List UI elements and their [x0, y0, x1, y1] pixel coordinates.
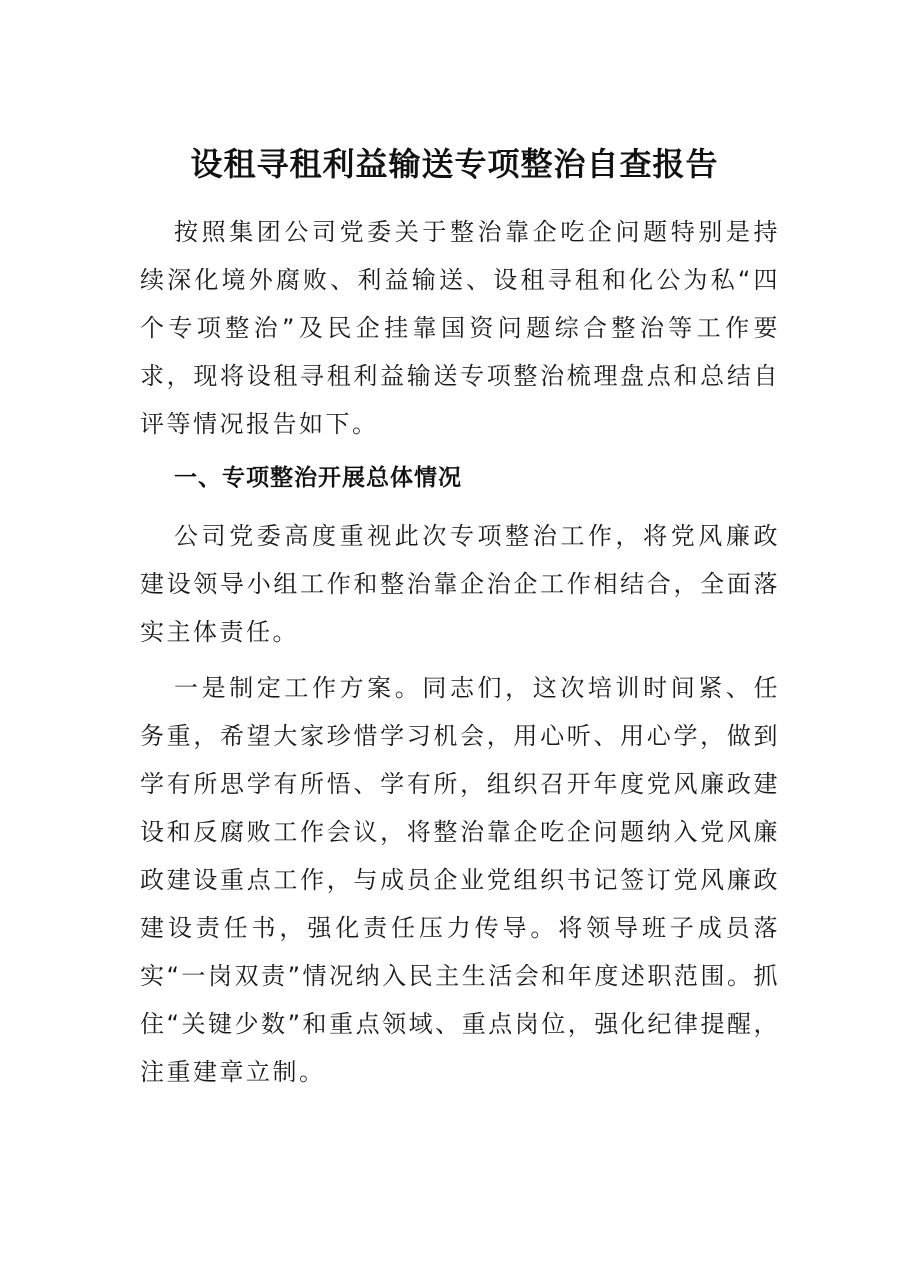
document-title: 设租寻租利益输送专项整治自查报告 — [190, 145, 719, 183]
section-paragraph: 一是制定工作方案。同志们，这次培训时间紧、任务重，希望大家珍惜学习机会，用心听、用心学，做到学有所思学有所悟、学有所，组织召开年度党风廉政建设和反腐败工作会议，将整治靠企吃企问题纳入党风廉政建设重点工作，与成员企业党组织书记签订党风廉政建设责任书，强化责任压力传导。将领导班子成员落实“一岗双责”情况纳入民主生活会和年度述职范围。抓住“关键少数”和重点领域、重点岗位，强化纪律提醒，注重建章立制。 — [140, 674, 780, 1086]
section-heading: 一、专项整治开展总体情况 — [174, 465, 462, 491]
intro-paragraph: 按照集团公司党委关于整治靠企吃企问题特别是持续深化境外腐败、利益输送、设租寻租和化公为私“四个专项整治”及民企挂靠国资问题综合整治等工作要求，现将设租寻租利益输送专项整治梳理盘点和总结自评等情况报告如下。 — [140, 218, 780, 438]
section-paragraph: 公司党委高度重视此次专项整治工作，将党风廉政建设领导小组工作和整治靠企治企工作相结合，全面落实主体责任。 — [140, 522, 780, 646]
